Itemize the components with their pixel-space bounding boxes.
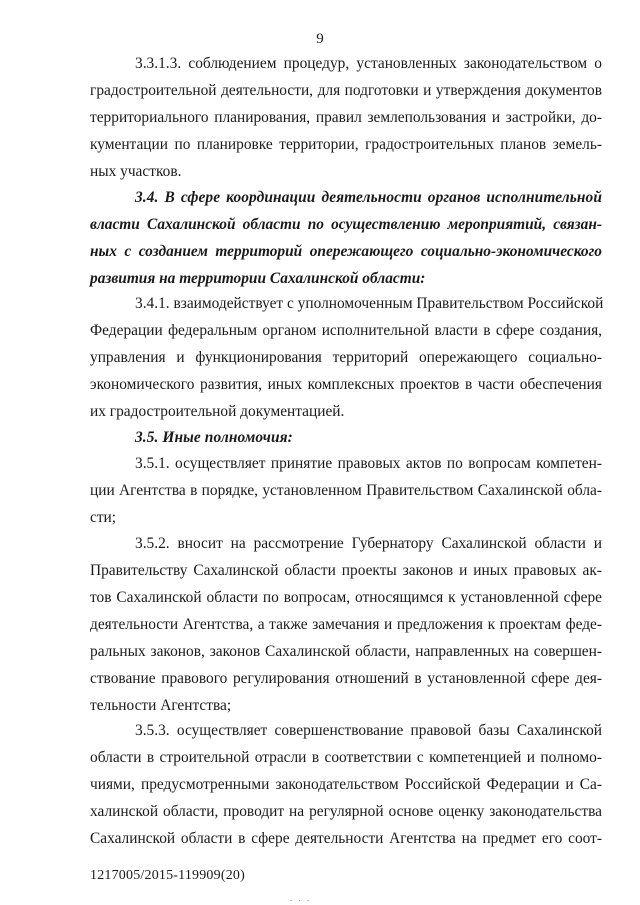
text-line: кументации по планировке территории, градостроительных планов земель- xyxy=(90,136,602,153)
section-heading-line: развития на территории Сахалинской области: xyxy=(90,270,426,287)
section-heading-line: ных с созданием территорий опережающего социально-экономического xyxy=(90,243,602,260)
text-line: области в строительной отрасли в соответствии с компетенцией и полномо- xyxy=(90,749,602,766)
text-line: экономического развития, иных комплексных проектов в части обеспечения xyxy=(90,376,602,393)
text-line: их градостроительной документацией. xyxy=(90,403,345,420)
text-line: тельности Агентства; xyxy=(90,697,232,714)
text-line: Федерации федеральным органом исполнительной власти в сфере создания, xyxy=(90,322,602,339)
text-line: 3.5.1. осуществляет принятие правовых актов по вопросам компетен- xyxy=(135,455,602,472)
text-line: ральных законов, законов Сахалинской области, направленных на совершен- xyxy=(90,643,602,660)
text-line: 3.4.1. взаимодействует с уполномоченным Правительством Российской xyxy=(135,295,604,312)
text-line: ствование правового регулирования отношений в установленной сфере дея- xyxy=(90,670,602,687)
text-line: халинской области, проводит на регулярной основе оценку законодательства xyxy=(90,803,602,820)
section-heading-line: власти Сахалинской области по осуществлению мероприятий, связан- xyxy=(90,216,602,233)
text-line: ции Агентства в порядке, установленном Правительством Сахалинской обла- xyxy=(90,482,602,499)
page-number: 9 xyxy=(316,31,324,47)
document-footer-code: 1217005/2015-119909(20) xyxy=(90,868,245,883)
text-line: тов Сахалинской области по вопросам, относящимся к установленной сфере xyxy=(90,589,602,606)
text-line: управления и функционирования территорий опережающего социально- xyxy=(90,349,602,366)
text-line: Правительству Сахалинской области проекты законов и иных правовых ак- xyxy=(90,562,602,579)
text-line: чиями, предусмотренными законодательством Российской Федерации и Са- xyxy=(90,776,602,793)
text-line: 3.3.1.3. соблюдением процедур, установленных законодательством о xyxy=(135,55,602,72)
text-line: деятельности Агентства, а также замечания и предложения к проектам феде- xyxy=(90,616,602,633)
text-line: 3.5.2. вносит на рассмотрение Губернатору Сахалинской области и xyxy=(135,535,602,552)
section-heading-line: 3.4. В сфере координации деятельности органов исполнительной xyxy=(135,189,602,206)
text-line: ных участков. xyxy=(90,163,182,180)
text-line: 3.5.3. осуществляет совершенствование правовой базы Сахалинской xyxy=(135,722,602,739)
text-line: градостроительной деятельности, для подготовки и утверждения документов xyxy=(90,82,602,99)
section-heading-line: 3.5. Иные полномочия: xyxy=(135,429,293,446)
text-line: сти; xyxy=(90,509,117,526)
text-line: Сахалинской области в сфере деятельности Агентства на предмет его соот- xyxy=(90,830,602,847)
text-line: территориального планирования, правил землепользования и застройки, до- xyxy=(90,109,602,126)
scan-marks: . . . xyxy=(290,893,312,903)
